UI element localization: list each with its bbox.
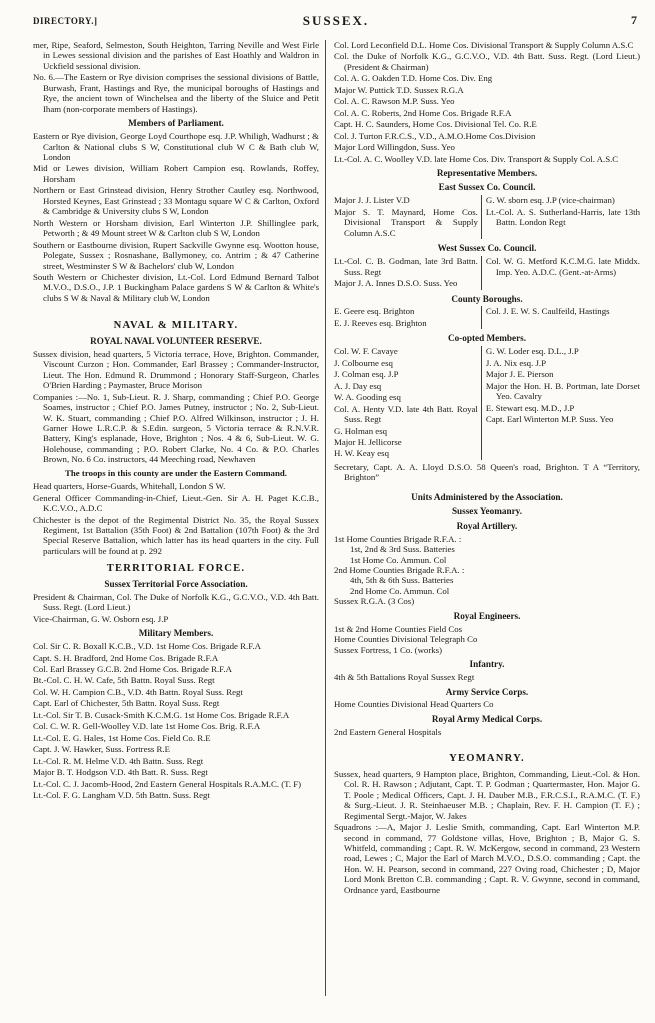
directory-entry: Col. A. C. Roberts, 2nd Home Cos. Brigade R.F.A — [334, 107, 512, 118]
table-entry: Col. A. Henty V.D. late 4th Batt. Royal Suss. Regt — [334, 403, 478, 425]
directory-entry: Sussex division, head quarters, 5 Victoria terrace, Hove, Brighton. Commander, Viscount Curzon ; Hon. Commander, Earl Brassey ; Commander-Instructor, Lieut. The Hon. Edmund R. Drummond ; Honorary Staff-Surgeon, Charles O'Brien Harding ; Paymaster, Bruce Morison — [33, 348, 319, 391]
unit-line: Home Counties Divisional Head Quarters Co — [334, 699, 494, 710]
table-entry: G. W. sborn esq. J.P (vice-chairman) — [485, 195, 615, 206]
directory-entry: Southern or Eastbourne division, Rupert Sackville Gwynne esq. Wootton house, Polegate, Sussex ; Rosnashane, Ballymoney, co. Antrim ; & 47 Catherine street, Westminster S W & Bachelors' club W, London — [33, 239, 319, 271]
county-boroughs-table — [334, 306, 640, 329]
directory-entry: Col. A. C. Rawson M.P. Suss. Yeo — [334, 96, 455, 107]
unit-line: Home Counties Divisional Telegraph Co — [334, 634, 478, 645]
table-entry: Major J. A. Innes D.S.O. Suss. Yeo — [334, 278, 458, 289]
table-cell-right — [482, 256, 640, 289]
section-heading: East Sussex Co. Council. — [438, 182, 536, 193]
unit-line: 1st, 2nd & 3rd Suss. Batteries — [350, 544, 455, 555]
directory-entry: Lt.-Col. F. G. Langham V.D. 5th Battn. Suss. Regt — [33, 790, 210, 800]
table-entry: J. Colbourne esq — [334, 357, 393, 368]
table-cell-left — [334, 346, 481, 460]
table-entry: Capt. Earl Winterton M.P. Suss. Yeo — [485, 414, 614, 425]
directory-entry: North Western or Horsham division, Earl Winterton J.P. Shillinglee park, Petworth ; & 49 Mount street W & Carlton club S W, London — [33, 217, 319, 239]
table-entry: E. Stewart esq. M.D., J.P — [485, 402, 575, 413]
table-cell-left — [334, 306, 481, 329]
directory-entry: Head quarters, Horse-Guards, Whitehall, London S W. — [33, 481, 226, 492]
directory-entry: Lt.-Col. R. M. Helme V.D. 4th Battn. Suss. Regt — [33, 755, 204, 766]
table-entry: Major the Hon. H. B. Portman, late Dorset Yeo. Cavalry — [485, 380, 640, 402]
unit-line: 2nd Home Counties Brigade R.F.A. : — [334, 564, 465, 575]
directory-entry: South Western or Chichester division, Lt.-Col. Lord Edmund Bernard Talbot M.V.O., D.S.O., J.P. 1 Buckingham Palace gardens S W & Carlton & White's clubs S W & Naval & Military club W, London — [33, 272, 319, 303]
directory-entry: Col. W. H. Campion C.B., V.D. 4th Battn. Royal Suss. Regt — [33, 686, 243, 697]
unit-line: 1st Home Co. Ammun. Col — [350, 554, 447, 565]
table-entry: G. W. Loder esq. D.L., J.P — [485, 346, 579, 357]
table-entry: E. J. Reeves esq. Brighton — [334, 317, 427, 328]
section-heading: ROYAL NAVAL VOLUNTEER RESERVE. — [90, 335, 262, 346]
unit-line: 4th & 5th Battalions Royal Sussex Regt — [334, 672, 475, 683]
spacer — [334, 737, 640, 746]
directory-entry: Northern or East Grinstead division, Henry Strother Cautley esq. Northwood, Horsted Keynes, East Grinstead ; 33 Montagu square W C & Carlton, Oxford & Cambridge & University clubs S W, London — [33, 185, 319, 217]
directory-entry: Mid or Lewes division, William Robert Campion esq. Rowlands, Roffey, Horsham — [33, 163, 319, 184]
table-entry: H. W. Keay esq — [334, 448, 389, 459]
directory-entry: Secretary, Capt. A. A. Lloyd D.S.O. 58 Queen's road, Brighton. T A “Territory, Brighton” — [334, 461, 640, 483]
unit-line: 1st Home Counties Brigade R.F.A. : — [334, 533, 462, 544]
table-entry: Col. W. G. Metford K.C.M.G. late Middx. Imp. Yeo. A.D.C. (Gent.-at-Arms) — [485, 256, 640, 277]
section-heading: TERRITORIAL FORCE. — [106, 563, 246, 575]
section-heading: Sussex Yeomanry. — [451, 506, 523, 517]
directory-entry: Col. Sir C. R. Boxall K.C.B., V.D. 1st Home Cos. Brigade R.F.A — [33, 641, 261, 652]
directory-entry: Lt.-Col. A. C. Woolley V.D. late Home Cos. Div. Transport & Supply Col. A.S.C — [334, 153, 619, 164]
directory-entry: Squadrons :—A, Major J. Leslie Smith, commanding, Capt. Earl Winterton M.P. second in command, 77 Goldstone villas, Hove, Brighton ; B, Major G. S. Whitfeld, commanding ; Capt. R. W. McKergow, second in command, 23 Western road, Lewes ; C, Major the Earl of March M.V.O., D.S.O. commanding ; Capt. the Hon. W. H. Pearson, second in command, 227 Oving road, Chichester ; D, Major Lord Monk Bretton C.B. commanding ; Capt. R. V. Gwynne, second in command, Ordnance yard, Eastbourne — [334, 822, 640, 895]
unit-line: 1st & 2nd Home Counties Field Cos — [334, 623, 463, 634]
header-directory-label: DIRECTORY.] — [33, 16, 98, 26]
table-cell-right — [482, 195, 640, 239]
directory-entry: Lt.-Col. Sir T. B. Cusack-Smith K.C.M.G. 1st Home Cos. Brigade R.F.A — [33, 709, 290, 720]
right-column — [334, 40, 640, 896]
directory-entry: Companies :—No. 1, Sub-Lieut. R. J. Sharp, commanding ; Chief P.O. George Soames, instructor ; Chief P.O. James Putney, instructor ; No. 2, Sub-Lieut. W. K. Stuart, commanding ; Chief P.O. Alfred Wilkinson, instructor ; J. H. Garner Howe L.R.C.P. & S.Edin. surgeon, 5 Victoria terrace & R.N.V.R. Battery, King's esplanade, Hove, Brighton ; Nos. 4 & 6, Sub-Lieut. W. G. Holehouse, commanding ; P.O. Robert Clarke, No. 4 Co. & P.O. Charles Brown, No. 6 Co. instructors, 44 Meeching road, Newhaven — [33, 391, 319, 465]
table-cell-right — [482, 306, 640, 329]
directory-entry: Chichester is the depot of the Regimental District No. 35, the Royal Sussex Regiment, 1st Battalion (35th Foot) & 2nd Battalion (107th Foot) & the 3rd Special Reserve Battalion, which latter has its head quarters in the city. Full particulars will be found at p. 292 — [33, 514, 319, 556]
table-entry: Major H. Jellicorse — [334, 436, 402, 447]
table-entry: Col. J. E. W. S. Caulfeild, Hastings — [485, 306, 610, 317]
directory-entry: Col. the Duke of Norfolk K.G., G.C.V.O., V.D. 4th Batt. Suss. Regt. (Lord Lieut.) (President & Chairman) — [334, 51, 640, 72]
directory-entry: Vice-Chairman, G. W. Osborn esq. J.P — [33, 613, 169, 624]
table-entry: E. Geere esq. Brighton — [334, 306, 415, 317]
unit-line: Sussex R.G.A. (3 Cos) — [334, 596, 415, 607]
directory-entry: Major Lord Willingdon, Suss. Yeo — [334, 142, 455, 153]
table-cell-right — [482, 346, 640, 460]
table-entry: Major J. E. Pierson — [485, 369, 554, 380]
section-heading: Royal Artillery. — [456, 520, 518, 531]
table-cell-left — [334, 195, 481, 239]
west-sussex-council-table — [334, 256, 640, 289]
section-heading: County Boroughs. — [451, 293, 523, 304]
directory-entry: Major W. Puttick T.D. Sussex R.G.A — [334, 84, 464, 95]
section-heading: Representative Members. — [436, 167, 538, 178]
directory-entry: Col. J. Turton F.R.C.S., V.D., A.M.O.Home Cos.Division — [334, 130, 536, 141]
spacer — [334, 484, 640, 488]
directory-entry: Col. Earl Brassey G.C.B. 2nd Home Cos. Brigade R.F.A — [33, 664, 232, 675]
directory-entry: Bt.-Col. C. H. W. Cafe, 5th Battn. Royal Suss. Regt — [33, 675, 215, 686]
section-heading: Infantry. — [469, 659, 505, 670]
section-heading: Army Service Corps. — [445, 686, 529, 697]
page-title: SUSSEX. — [302, 13, 370, 28]
page-number: 7 — [631, 13, 637, 27]
directory-entry: Col. Lord Leconfield D.L. Home Cos. Divisional Transport & Supply Column A.S.C — [334, 40, 634, 50]
section-heading: Royal Engineers. — [453, 610, 521, 621]
left-column — [33, 40, 319, 801]
directory-entry: Sussex, head quarters, 9 Hampton place, Brighton, Commanding, Lieut.-Col. & Hon. Col. R. H. Rawson ; Adjutant, Capt. T. P. Godman ; Quartermaster, Hon. Major G. T. Poole ; Medical Officers, Capt. J. H. Dauber M.B., F.R.C.S.I., R.A.M.C. (T. F.) & Surg.-Lieut. J. R. Steinhaeuser M.B. ; Chaplain, Rev. F. H. Campion (T. F.) ; Regimental Sergt.-Major, W. Jakes — [334, 768, 640, 821]
directory-entry: Eastern or Rye division, George Loyd Courthope esq. J.P. Whiligh, Wadhurst ; & Carlton & National clubs S W, Constitutional club W C & Bath club W, London — [33, 131, 319, 163]
table-entry: Col. W. F. Cavaye — [334, 346, 398, 357]
table-cell-left — [334, 256, 481, 289]
coopted-members-table — [334, 346, 640, 460]
directory-entry: Major B. T. Hodgson V.D. 4th Batt. R. Suss. Regt — [33, 767, 208, 778]
section-heading: Sussex Territorial Force Association. — [104, 578, 248, 589]
section-heading: Units Administered by the Association. — [411, 491, 563, 502]
notice-text: The troops in this county are under the Eastern Command. — [65, 467, 287, 478]
section-heading: NAVAL & MILITARY. — [113, 320, 239, 332]
column-divider-rule — [325, 40, 326, 996]
directory-entry: General Officer Commanding-in-Chief, Lieut.-Gen. Sir A. H. Paget K.C.B., K.C.V.O., A.D.C — [33, 492, 319, 514]
table-entry: J. A. Nix esq. J.P — [485, 357, 546, 368]
unit-line: 4th, 5th & 6th Suss. Batteries — [350, 575, 454, 586]
section-heading: West Sussex Co. Council. — [437, 243, 537, 254]
table-entry: Lt.-Col. A. S. Sutherland-Harris, late 13th Battn. London Regt — [485, 206, 640, 228]
directory-entry: Capt. S. H. Bradford, 2nd Home Cos. Brigade R.F.A — [33, 652, 219, 663]
directory-entry: President & Chairman, Col. The Duke of Norfolk K.G., G.C.V.O., V.D. 4th Batt. Suss. Regt. (Lord Lieut.) — [33, 591, 319, 613]
section-heading: Members of Parliament. — [128, 118, 224, 129]
unit-line: Sussex Fortress, 1 Co. (works) — [334, 644, 443, 655]
directory-entry: Lt.-Col. E. G. Hales, 1st Home Cos. Field Co. R.E — [33, 732, 211, 743]
directory-entry: Col. A. G. Oakden T.D. Home Cos. Div. Eng — [334, 73, 493, 84]
page-header — [33, 13, 639, 31]
section-heading: YEOMANRY. — [449, 753, 525, 765]
directory-entry: Col. C. W. R. Gell-Woolley V.D. late 1st Home Cos. Brig. R.F.A — [33, 721, 261, 732]
section-heading: Military Members. — [138, 628, 214, 639]
table-entry: Major S. T. Maynard, Home Cos. Divisional Transport & Supply Column A.S.C — [334, 206, 478, 238]
table-entry: A. J. Day esq — [334, 380, 382, 391]
directory-entry: Capt. J. W. Hawker, Suss. Fortress R.E — [33, 744, 170, 755]
table-entry: G. Holman esq — [334, 425, 388, 436]
unit-line: 2nd Eastern General Hospitals — [334, 726, 442, 737]
east-sussex-council-table — [334, 195, 640, 239]
table-entry: W. A. Gooding esq — [334, 392, 401, 403]
directory-entry: Capt. Earl of Chichester, 5th Battn. Royal Suss. Regt — [33, 698, 220, 709]
table-entry: Lt.-Col. C. B. Godman, late 3rd Battn. Suss. Regt — [334, 256, 478, 277]
section-heading: Co-opted Members. — [447, 333, 527, 344]
table-entry: Major J. J. Lister V.D — [334, 195, 410, 206]
directory-entry: No. 6.—The Eastern or Rye division comprises the sessional divisions of Battle, Burwash, Frant, Hastings and Rye, the municipal boroughs of Hastings and Rye, the ancient town of Winchelsea and the liberty of the Sluice and Petit Iham (non-corporate members of Hastings). — [33, 72, 319, 114]
unit-line: 2nd Home Co. Ammun. Col — [350, 585, 450, 596]
directory-entry: Capt. H. C. Saunders, Home Cos. Divisional Tel. Co. R.E — [334, 119, 537, 130]
spacer — [33, 304, 319, 313]
directory-entry: Lt.-Col. C. J. Jacomb-Hood, 2nd Eastern General Hospitals R.A.M.C. (T. F) — [33, 778, 302, 789]
directory-entry: mer, Ripe, Seaford, Selmeston, South Heighton, Tarring Neville and West Firle in Lewes sessional division and the parishes of East Hoathly and Waldron in Uckfield sessional division. — [33, 40, 319, 71]
table-entry: J. Colman esq. J.P — [334, 369, 399, 380]
section-heading: Royal Army Medical Corps. — [431, 713, 543, 724]
